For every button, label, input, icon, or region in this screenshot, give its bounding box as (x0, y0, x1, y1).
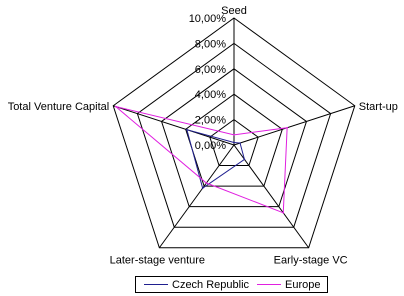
series-1-point-2 (282, 212, 284, 214)
legend-item-europe (257, 279, 320, 291)
tick-label-5: 10,00% (188, 13, 226, 25)
series-0-point-1 (239, 142, 241, 144)
legend (135, 276, 328, 293)
axis-label-0: Seed (221, 5, 247, 17)
tick-label-1: 2,00% (194, 114, 226, 127)
series-0-point-2 (244, 159, 246, 161)
tick-label-4: 8,00% (194, 38, 226, 51)
legend-item-czech (144, 279, 249, 291)
axis-label-2: Early-stage VC (273, 254, 348, 267)
series-0-point-0 (233, 142, 235, 144)
spoke-3 (159, 145, 234, 248)
series-1-point-0 (233, 134, 235, 136)
series-0-point-4 (186, 129, 188, 131)
series-1-point-4 (115, 106, 117, 108)
series-0-point-3 (202, 187, 204, 189)
tick-label-2: 4,00% (194, 89, 226, 102)
spoke-1 (234, 106, 355, 145)
radar-spokes (113, 18, 355, 248)
legend-swatch-europe (257, 284, 281, 285)
tick-label-0: 0,00% (194, 140, 226, 152)
tick-label-3: 6,00% (194, 63, 226, 76)
axis-label-3: Later-stage venture (109, 254, 206, 267)
axis-label-4: Total Venture Capital (7, 100, 110, 113)
axis-label-1: Start-up (358, 100, 398, 113)
series-1-point-3 (206, 182, 208, 184)
legend-label-europe: Europe (285, 278, 321, 291)
legend-swatch-czech (144, 284, 168, 285)
legend-label-czech: Czech Republic (172, 278, 250, 291)
spoke-2 (234, 145, 309, 248)
series-1-point-1 (286, 127, 288, 129)
